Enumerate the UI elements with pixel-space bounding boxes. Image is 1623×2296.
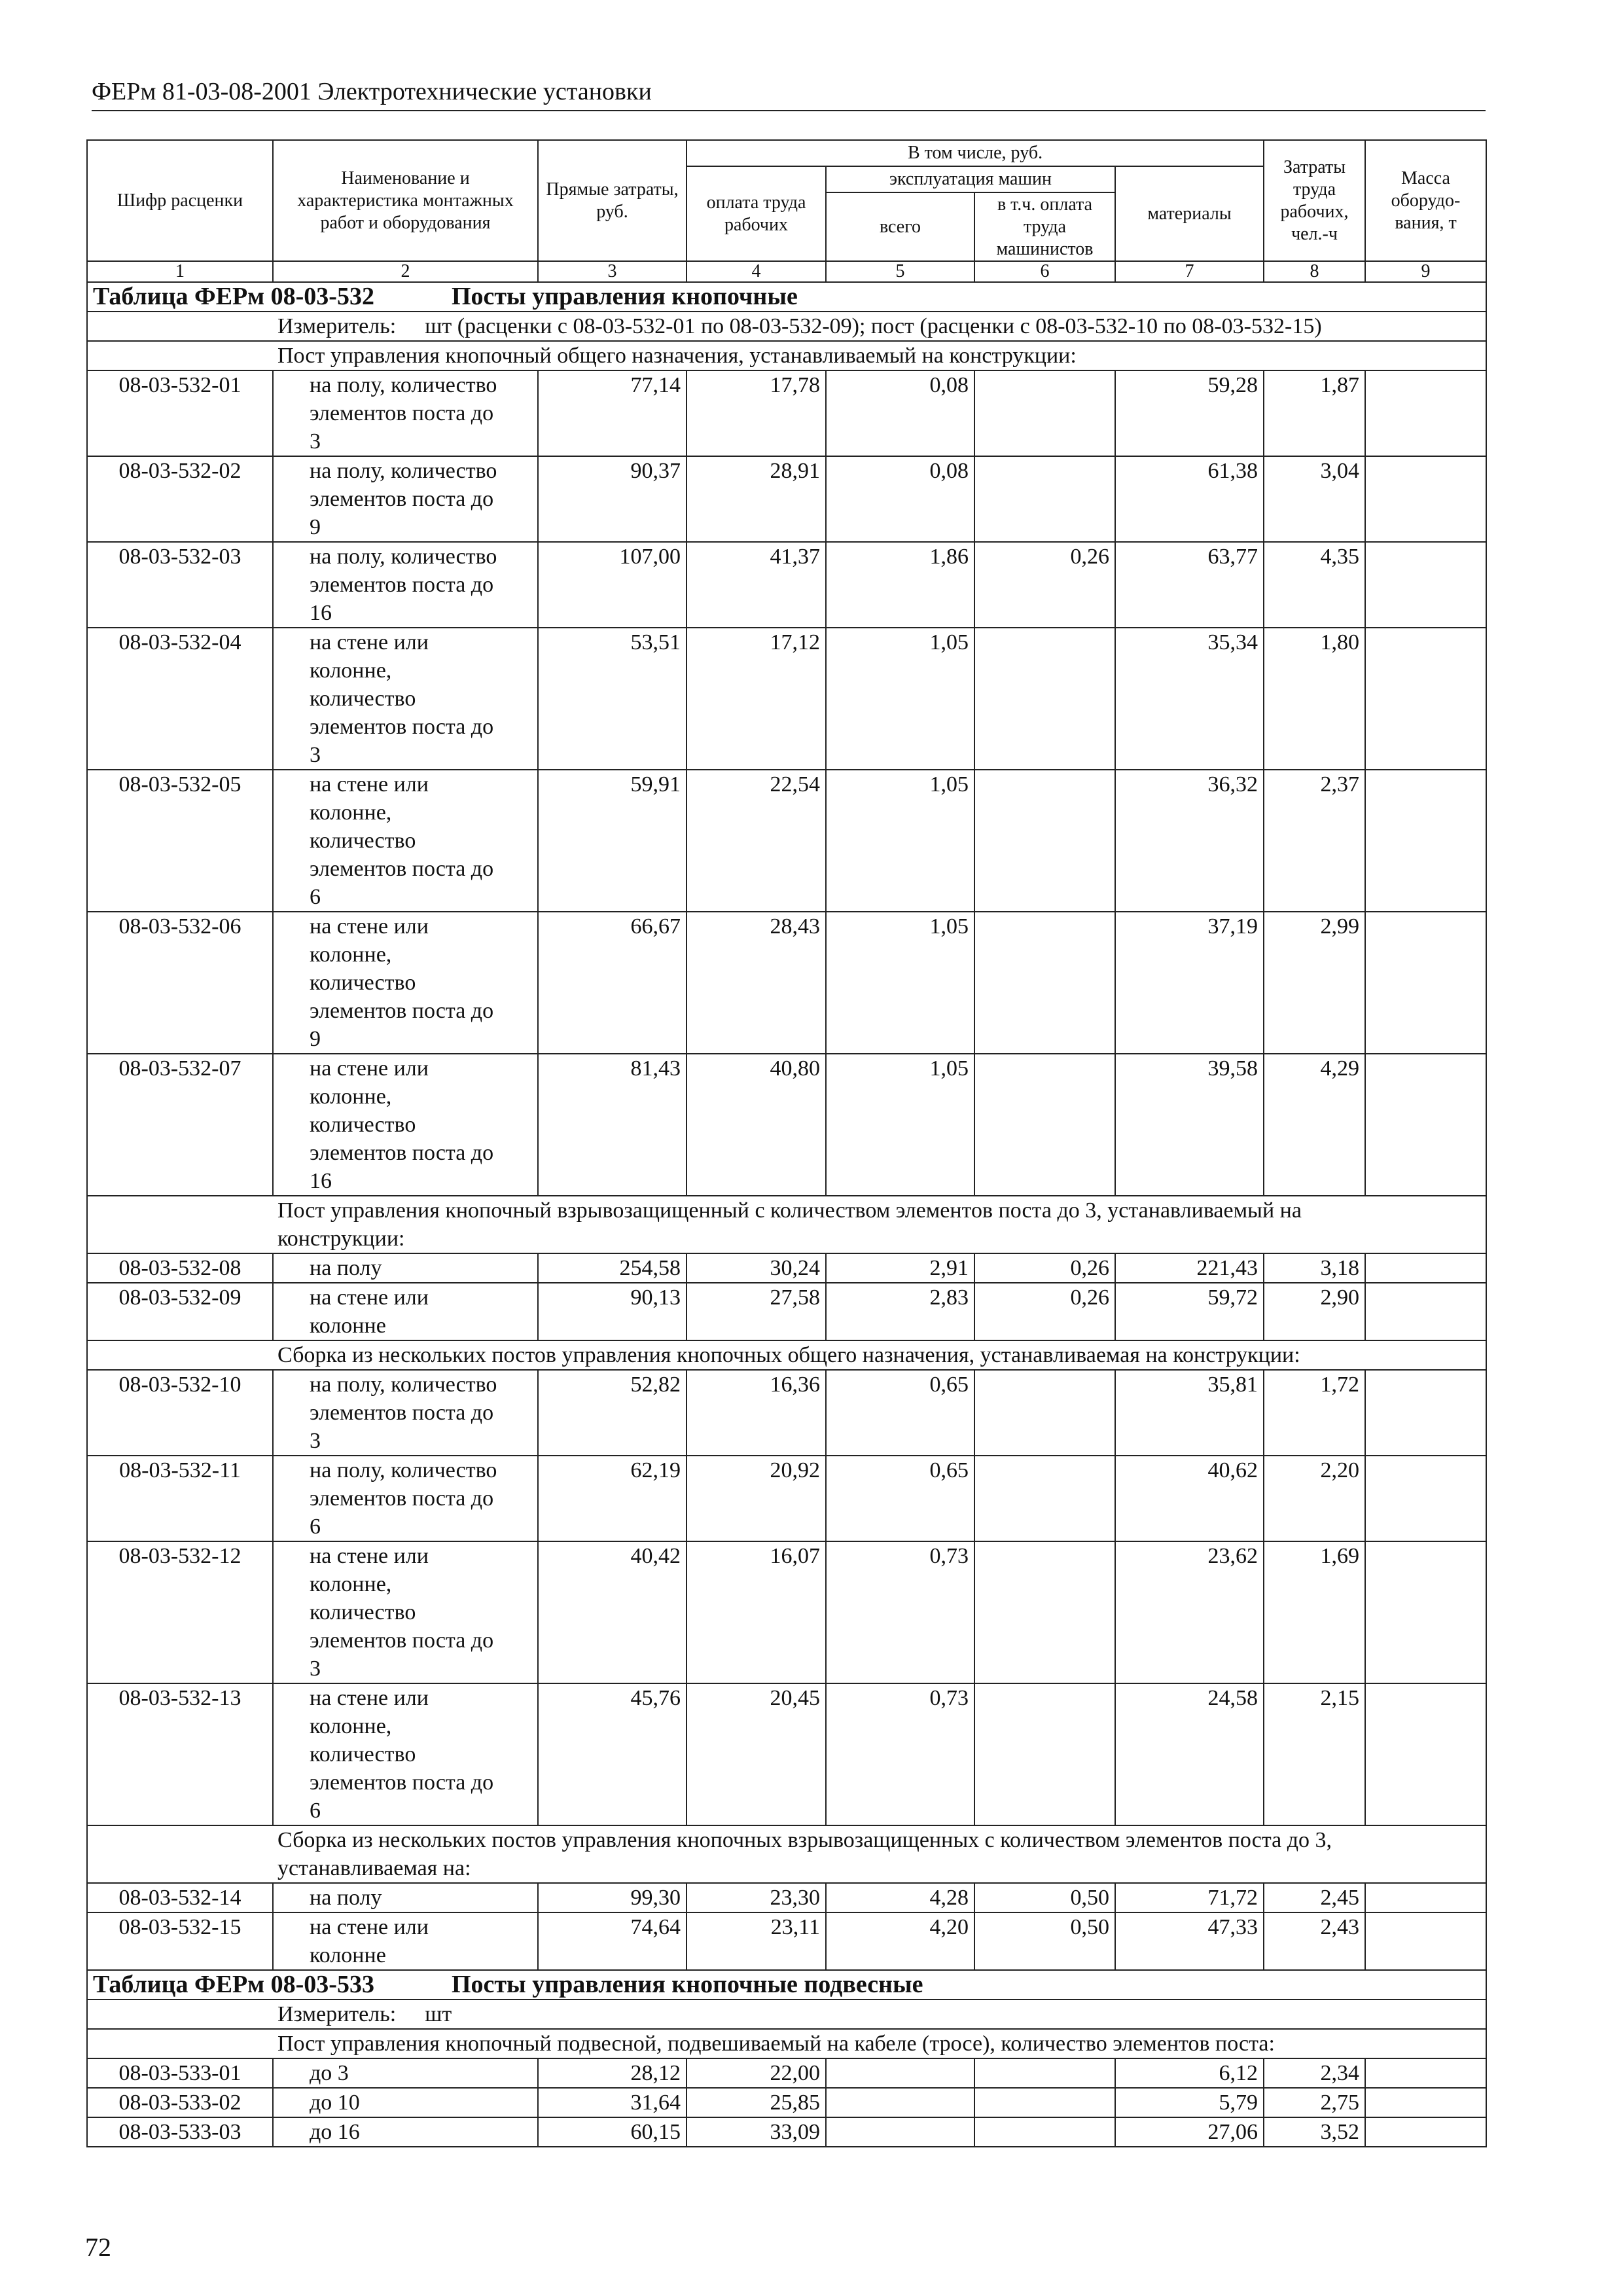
cell-mass xyxy=(1365,1370,1486,1456)
work-description-line: на полу, количество xyxy=(310,1458,497,1482)
cell-labor-cost: 2,37 xyxy=(1264,770,1365,912)
cell-machinists xyxy=(974,1370,1115,1456)
cell-machinists: 0,50 xyxy=(974,1883,1115,1912)
cell-direct: 45,76 xyxy=(538,1683,687,1825)
cell-materials: 23,62 xyxy=(1115,1541,1264,1683)
cell-labor: 23,30 xyxy=(687,1883,826,1912)
column-number: 7 xyxy=(1115,261,1264,282)
cell-labor: 30,24 xyxy=(687,1253,826,1283)
cell-machines: 4,20 xyxy=(826,1912,974,1970)
work-description-line: 3 xyxy=(310,1657,321,1681)
cell-materials: 35,34 xyxy=(1115,628,1264,770)
section-title xyxy=(87,1340,1486,1370)
section-title-line: конструкции: xyxy=(277,1227,405,1251)
section-title xyxy=(87,2029,1486,2058)
work-description xyxy=(273,542,538,628)
cell-machinists: 0,26 xyxy=(974,542,1115,628)
work-description-line: на полу, количество xyxy=(310,1372,497,1397)
cell-labor-cost: 2,34 xyxy=(1264,2058,1365,2088)
cell-labor-cost: 2,90 xyxy=(1264,1283,1365,1340)
cell-labor-cost: 3,18 xyxy=(1264,1253,1365,1283)
cell-machines: 2,91 xyxy=(826,1253,974,1283)
cell-machines: 1,86 xyxy=(826,542,974,628)
cell-mass xyxy=(1365,2088,1486,2117)
measure xyxy=(87,312,1486,341)
cell-labor-cost: 1,72 xyxy=(1264,1370,1365,1456)
cell-materials: 47,33 xyxy=(1115,1912,1264,1970)
cell-machinists: 0,50 xyxy=(974,1912,1115,1970)
work-description-line: количество xyxy=(310,687,416,711)
cell-machines: 0,08 xyxy=(826,370,974,456)
cell-machines xyxy=(826,2088,974,2117)
table-row xyxy=(87,1456,1486,1541)
cell-mass xyxy=(1365,770,1486,912)
work-description-line: элементов поста до xyxy=(310,715,494,739)
cell-mass xyxy=(1365,1456,1486,1541)
rate-code: 08-03-532-05 xyxy=(87,770,273,912)
table-row xyxy=(87,1283,1486,1340)
cell-labor-cost: 1,87 xyxy=(1264,370,1365,456)
cell-labor: 20,45 xyxy=(687,1683,826,1825)
rate-code: 08-03-533-03 xyxy=(87,2117,273,2147)
work-description-line: количество xyxy=(310,971,416,995)
work-description-line: количество xyxy=(310,829,416,853)
header-machines-total: всего xyxy=(826,192,974,261)
work-description xyxy=(273,1541,538,1683)
rate-code: 08-03-532-03 xyxy=(87,542,273,628)
cell-mass xyxy=(1365,1683,1486,1825)
table-row xyxy=(87,1883,1486,1912)
work-description-line: колонне, xyxy=(310,1085,392,1109)
work-description-line: на стене или xyxy=(310,1544,429,1568)
table-row xyxy=(87,2058,1486,2088)
header-materials: материалы xyxy=(1115,166,1264,261)
cell-machinists xyxy=(974,2058,1115,2088)
table-row xyxy=(87,1253,1486,1283)
cell-direct: 90,13 xyxy=(538,1283,687,1340)
work-description-line: количество xyxy=(310,1113,416,1137)
cell-materials: 36,32 xyxy=(1115,770,1264,912)
work-description-line: 6 xyxy=(310,1799,321,1823)
cell-labor: 17,12 xyxy=(687,628,826,770)
work-description xyxy=(273,2058,538,2088)
cell-direct: 52,82 xyxy=(538,1370,687,1456)
cell-labor: 27,58 xyxy=(687,1283,826,1340)
cell-machinists: 0,26 xyxy=(974,1283,1115,1340)
work-description-line: на стене или xyxy=(310,1915,429,1939)
cell-direct: 62,19 xyxy=(538,1456,687,1541)
work-description-line: колонне, xyxy=(310,800,392,825)
cell-labor-cost: 1,69 xyxy=(1264,1541,1365,1683)
table-row xyxy=(87,1054,1486,1196)
cell-direct: 31,64 xyxy=(538,2088,687,2117)
cell-machinists: 0,26 xyxy=(974,1253,1115,1283)
cell-materials: 6,12 xyxy=(1115,2058,1264,2088)
cell-machines xyxy=(826,2117,974,2147)
work-description xyxy=(273,1456,538,1541)
work-description xyxy=(273,2117,538,2147)
work-description-line: на полу, количество xyxy=(310,459,497,483)
cell-machines: 0,73 xyxy=(826,1541,974,1683)
section-title-line: Пост управления кнопочный подвесной, подвешиваемый на кабеле (тросе), количество элементов поста: xyxy=(277,2032,1275,2056)
cell-mass xyxy=(1365,1541,1486,1683)
cell-mass xyxy=(1365,456,1486,542)
work-description-line: колонне, xyxy=(310,658,392,683)
work-description-line: на полу xyxy=(310,1256,382,1280)
measure-row xyxy=(87,312,1486,341)
work-description-line: колонне xyxy=(310,1314,386,1338)
cell-machines: 1,05 xyxy=(826,770,974,912)
cell-machines: 1,05 xyxy=(826,628,974,770)
rate-code: 08-03-532-04 xyxy=(87,628,273,770)
table-row xyxy=(87,542,1486,628)
cell-labor-cost: 4,29 xyxy=(1264,1054,1365,1196)
section-title-line: Сборка из нескольких постов управления кнопочных общего назначения, устанавливаемая на конструкции: xyxy=(277,1343,1300,1367)
table-row xyxy=(87,456,1486,542)
work-description-line: элементов поста до xyxy=(310,573,494,597)
measure-label: Измеритель: xyxy=(277,2002,397,2026)
work-description xyxy=(273,912,538,1054)
document-title: ФЕРм 81-03-08-2001 Электротехнические установки xyxy=(92,78,652,105)
rate-code: 08-03-532-01 xyxy=(87,370,273,456)
cell-mass xyxy=(1365,1054,1486,1196)
cell-mass xyxy=(1365,1283,1486,1340)
column-number: 8 xyxy=(1264,261,1365,282)
cell-direct: 60,15 xyxy=(538,2117,687,2147)
rate-code: 08-03-532-10 xyxy=(87,1370,273,1456)
work-description xyxy=(273,1370,538,1456)
cell-labor-cost: 3,04 xyxy=(1264,456,1365,542)
cell-machinists xyxy=(974,2088,1115,2117)
column-number-row xyxy=(87,261,1486,282)
column-number: 9 xyxy=(1365,261,1486,282)
measure-value: шт (расценки с 08-03-532-01 по 08-03-532-09); пост (расценки с 08-03-532-10 по 08-03-532-15) xyxy=(425,314,1322,338)
table-body xyxy=(87,282,1486,2147)
cell-mass xyxy=(1365,370,1486,456)
table-code: Таблица ФЕРм 08-03-532 xyxy=(93,283,374,310)
measure-row xyxy=(87,2000,1486,2029)
table-row xyxy=(87,628,1486,770)
table-row xyxy=(87,912,1486,1054)
work-description-line: элементов поста до xyxy=(310,1486,494,1511)
cell-direct: 53,51 xyxy=(538,628,687,770)
cell-machines: 1,05 xyxy=(826,1054,974,1196)
measure xyxy=(87,2000,1486,2029)
work-description-line: количество xyxy=(310,1600,416,1624)
cell-direct: 107,00 xyxy=(538,542,687,628)
cell-mass xyxy=(1365,628,1486,770)
rate-code: 08-03-532-07 xyxy=(87,1054,273,1196)
section-row xyxy=(87,1825,1486,1883)
cell-materials: 63,77 xyxy=(1115,542,1264,628)
column-number: 5 xyxy=(826,261,974,282)
work-description-line: элементов поста до xyxy=(310,1770,494,1795)
rates-table xyxy=(86,139,1487,2147)
section-row xyxy=(87,1340,1486,1370)
cell-mass xyxy=(1365,1253,1486,1283)
cell-labor-cost: 1,80 xyxy=(1264,628,1365,770)
column-number: 6 xyxy=(974,261,1115,282)
cell-mass xyxy=(1365,1883,1486,1912)
header-labor-cost: Затраты труда рабочих, чел.-ч xyxy=(1264,140,1365,261)
cell-machines: 4,28 xyxy=(826,1883,974,1912)
table-code: Таблица ФЕРм 08-03-533 xyxy=(93,1971,374,1998)
section-title xyxy=(87,341,1486,370)
cell-machinists xyxy=(974,370,1115,456)
work-description xyxy=(273,770,538,912)
work-description-line: на стене или xyxy=(310,630,429,655)
work-description-line: на полу, количество xyxy=(310,545,497,569)
cell-labor: 28,91 xyxy=(687,456,826,542)
work-description-line: элементов поста до xyxy=(310,401,494,425)
table-title xyxy=(87,1970,1486,2000)
table-row xyxy=(87,1541,1486,1683)
rate-code: 08-03-532-13 xyxy=(87,1683,273,1825)
cell-machinists xyxy=(974,770,1115,912)
table-name: Посты управления кнопочные подвесные xyxy=(451,1971,923,1998)
cell-machines: 2,83 xyxy=(826,1283,974,1340)
work-description xyxy=(273,1883,538,1912)
work-description xyxy=(273,1912,538,1970)
cell-machinists xyxy=(974,2117,1115,2147)
work-description-line: элементов поста до xyxy=(310,1141,494,1165)
work-description-line: на полу, количество xyxy=(310,373,497,397)
cell-direct: 66,67 xyxy=(538,912,687,1054)
cell-mass xyxy=(1365,2058,1486,2088)
cell-labor-cost: 2,75 xyxy=(1264,2088,1365,2117)
work-description-line: колонне, xyxy=(310,942,392,967)
table-row xyxy=(87,1912,1486,1970)
cell-direct: 40,42 xyxy=(538,1541,687,1683)
cell-machines: 1,05 xyxy=(826,912,974,1054)
header-machinists: в т.ч. оплата труда машинистов xyxy=(974,192,1115,261)
work-description-line: элементов поста до xyxy=(310,1628,494,1653)
cell-labor: 17,78 xyxy=(687,370,826,456)
header-including: В том числе, руб. xyxy=(687,140,1264,166)
header-name: Наименование и характеристика монтажных работ и оборудования xyxy=(273,140,538,261)
cell-materials: 35,81 xyxy=(1115,1370,1264,1456)
work-description-line: колонне, xyxy=(310,1572,392,1596)
cell-machines: 0,65 xyxy=(826,1456,974,1541)
cell-machinists xyxy=(974,456,1115,542)
cell-labor-cost: 2,15 xyxy=(1264,1683,1365,1825)
work-description-line: до 16 xyxy=(310,2120,360,2144)
section-row xyxy=(87,1196,1486,1253)
table-row xyxy=(87,2088,1486,2117)
work-description-line: элементов поста до xyxy=(310,1401,494,1425)
work-description-line: элементов поста до xyxy=(310,999,494,1023)
table-row xyxy=(87,1683,1486,1825)
measure-label: Измеритель: xyxy=(277,314,397,338)
cell-mass xyxy=(1365,2117,1486,2147)
work-description xyxy=(273,456,538,542)
work-description xyxy=(273,370,538,456)
cell-materials: 37,19 xyxy=(1115,912,1264,1054)
cell-machinists xyxy=(974,1683,1115,1825)
table-title-row xyxy=(87,1970,1486,2000)
work-description-line: 3 xyxy=(310,1429,321,1453)
section-title-line: Пост управления кнопочный взрывозащищенный с количеством элементов поста до 3, устанавливаемый на xyxy=(277,1198,1302,1223)
cell-labor: 20,92 xyxy=(687,1456,826,1541)
rate-code: 08-03-532-09 xyxy=(87,1283,273,1340)
column-number: 4 xyxy=(687,261,826,282)
cell-materials: 71,72 xyxy=(1115,1883,1264,1912)
section-row xyxy=(87,341,1486,370)
rate-code: 08-03-532-15 xyxy=(87,1912,273,1970)
cell-labor: 40,80 xyxy=(687,1054,826,1196)
rate-code: 08-03-533-02 xyxy=(87,2088,273,2117)
header-code: Шифр расценки xyxy=(87,140,273,261)
cell-machinists xyxy=(974,1456,1115,1541)
table-title xyxy=(87,282,1486,312)
cell-machinists xyxy=(974,912,1115,1054)
work-description-line: 16 xyxy=(310,1169,332,1193)
work-description xyxy=(273,1054,538,1196)
cell-labor-cost: 2,43 xyxy=(1264,1912,1365,1970)
section-title xyxy=(87,1196,1486,1253)
cell-labor: 22,00 xyxy=(687,2058,826,2088)
rate-code: 08-03-532-06 xyxy=(87,912,273,1054)
cell-machines: 0,73 xyxy=(826,1683,974,1825)
work-description-line: 9 xyxy=(310,515,321,539)
section-title-line: Сборка из нескольких постов управления кнопочных взрывозащищенных с количеством элементов поста до 3, xyxy=(277,1828,1332,1852)
cell-materials: 24,58 xyxy=(1115,1683,1264,1825)
work-description-line: на стене или xyxy=(310,1056,429,1081)
work-description xyxy=(273,1253,538,1283)
column-number: 3 xyxy=(538,261,687,282)
table-row xyxy=(87,1370,1486,1456)
cell-machinists xyxy=(974,1054,1115,1196)
rate-code: 08-03-532-14 xyxy=(87,1883,273,1912)
page-header xyxy=(92,77,1486,111)
cell-machines: 0,08 xyxy=(826,456,974,542)
table-row xyxy=(87,370,1486,456)
cell-direct: 254,58 xyxy=(538,1253,687,1283)
work-description-line: элементов поста до xyxy=(310,487,494,511)
cell-labor-cost: 2,20 xyxy=(1264,1456,1365,1541)
work-description-line: колонне xyxy=(310,1943,386,1967)
work-description-line: на полу xyxy=(310,1886,382,1910)
header-labor: оплата труда рабочих xyxy=(687,166,826,261)
header-machines: эксплуатация машин xyxy=(826,166,1115,192)
cell-materials: 27,06 xyxy=(1115,2117,1264,2147)
work-description-line: до 3 xyxy=(310,2061,349,2085)
work-description xyxy=(273,2088,538,2117)
cell-direct: 59,91 xyxy=(538,770,687,912)
work-description-line: на стене или xyxy=(310,772,429,797)
table-name: Посты управления кнопочные xyxy=(451,283,798,310)
cell-labor: 16,36 xyxy=(687,1370,826,1456)
work-description-line: 16 xyxy=(310,601,332,625)
work-description-line: на стене или xyxy=(310,914,429,939)
cell-direct: 81,43 xyxy=(538,1054,687,1196)
column-number: 1 xyxy=(87,261,273,282)
cell-machines: 0,65 xyxy=(826,1370,974,1456)
page-number: 72 xyxy=(85,2233,111,2262)
work-description-line: до 10 xyxy=(310,2090,360,2115)
cell-direct: 99,30 xyxy=(538,1883,687,1912)
cell-materials: 40,62 xyxy=(1115,1456,1264,1541)
work-description-line: колонне, xyxy=(310,1714,392,1738)
cell-machines xyxy=(826,2058,974,2088)
work-description xyxy=(273,628,538,770)
header-mass: Масса оборудо-вания, т xyxy=(1365,140,1486,261)
work-description-line: 3 xyxy=(310,429,321,454)
cell-direct: 28,12 xyxy=(538,2058,687,2088)
cell-mass xyxy=(1365,1912,1486,1970)
cell-machinists xyxy=(974,1541,1115,1683)
section-title xyxy=(87,1825,1486,1883)
cell-materials: 39,58 xyxy=(1115,1054,1264,1196)
rate-code: 08-03-532-11 xyxy=(87,1456,273,1541)
work-description-line: 9 xyxy=(310,1027,321,1051)
cell-labor: 22,54 xyxy=(687,770,826,912)
cell-labor: 16,07 xyxy=(687,1541,826,1683)
work-description-line: количество xyxy=(310,1742,416,1767)
rate-code: 08-03-532-08 xyxy=(87,1253,273,1283)
work-description-line: 6 xyxy=(310,885,321,909)
cell-labor-cost: 2,45 xyxy=(1264,1883,1365,1912)
cell-materials: 221,43 xyxy=(1115,1253,1264,1283)
rate-code: 08-03-533-01 xyxy=(87,2058,273,2088)
cell-materials: 59,72 xyxy=(1115,1283,1264,1340)
header-direct: Прямые затраты, руб. xyxy=(538,140,687,261)
cell-direct: 74,64 xyxy=(538,1912,687,1970)
column-number: 2 xyxy=(273,261,538,282)
rate-code: 08-03-532-12 xyxy=(87,1541,273,1683)
work-description-line: 6 xyxy=(310,1515,321,1539)
cell-mass xyxy=(1365,542,1486,628)
cell-machinists xyxy=(974,628,1115,770)
work-description xyxy=(273,1283,538,1340)
measure-value: шт xyxy=(425,2002,452,2026)
cell-materials: 59,28 xyxy=(1115,370,1264,456)
section-title-line: устанавливаемая на: xyxy=(277,1856,471,1880)
work-description-line: элементов поста до xyxy=(310,857,494,881)
cell-labor: 23,11 xyxy=(687,1912,826,1970)
rate-code: 08-03-532-02 xyxy=(87,456,273,542)
table-row xyxy=(87,770,1486,912)
cell-labor: 41,37 xyxy=(687,542,826,628)
cell-labor-cost: 4,35 xyxy=(1264,542,1365,628)
cell-materials: 61,38 xyxy=(1115,456,1264,542)
cell-materials: 5,79 xyxy=(1115,2088,1264,2117)
work-description xyxy=(273,1683,538,1825)
cell-direct: 77,14 xyxy=(538,370,687,456)
cell-direct: 90,37 xyxy=(538,456,687,542)
table-title-row xyxy=(87,282,1486,312)
work-description-line: 3 xyxy=(310,743,321,767)
cell-mass xyxy=(1365,912,1486,1054)
cell-labor: 33,09 xyxy=(687,2117,826,2147)
section-title-line: Пост управления кнопочный общего назначения, устанавливаемый на конструкции: xyxy=(277,344,1077,368)
cell-labor: 25,85 xyxy=(687,2088,826,2117)
table-row xyxy=(87,2117,1486,2147)
cell-labor-cost: 2,99 xyxy=(1264,912,1365,1054)
cell-labor: 28,43 xyxy=(687,912,826,1054)
cell-labor-cost: 3,52 xyxy=(1264,2117,1365,2147)
section-row xyxy=(87,2029,1486,2058)
work-description-line: на стене или xyxy=(310,1285,429,1310)
work-description-line: на стене или xyxy=(310,1686,429,1710)
